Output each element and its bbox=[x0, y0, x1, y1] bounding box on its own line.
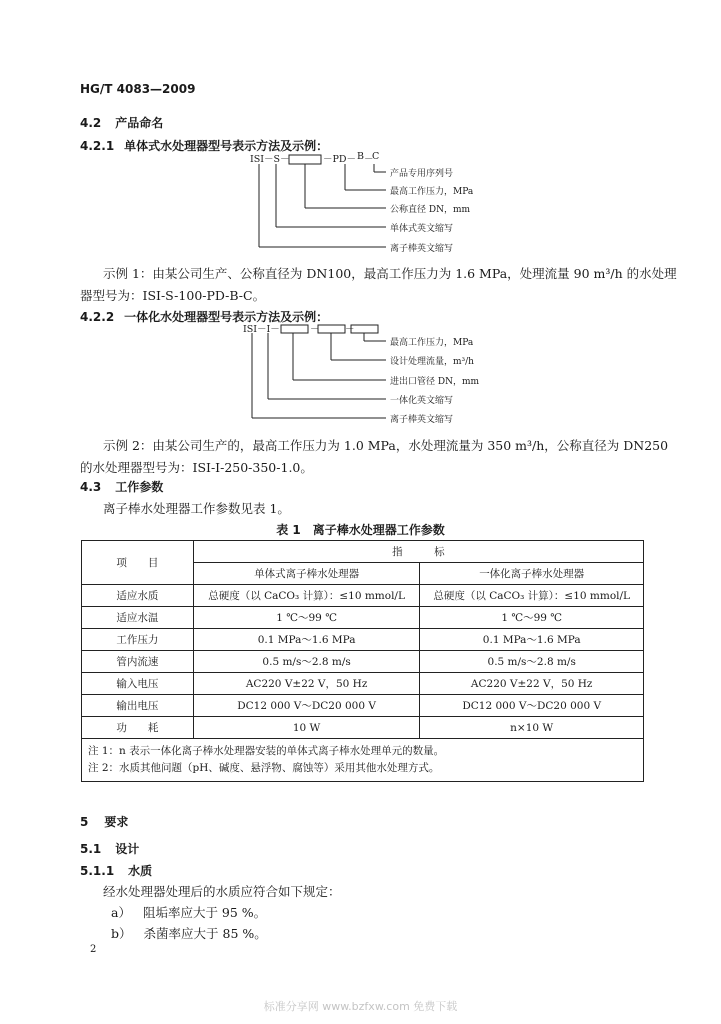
table-notes bbox=[82, 739, 644, 782]
section-title: 一体化水处理器型号表示方法及示例： bbox=[124, 310, 329, 324]
section-4-3-intro: 离子棒水处理器工作参数见表 1。 bbox=[103, 501, 290, 516]
diagram-label: 离子棒英文缩写 bbox=[390, 244, 454, 254]
table-row bbox=[82, 607, 644, 629]
row-single: DC12 000 V～DC20 000 V bbox=[193, 695, 420, 717]
row-integrated: 0.1 MPa～1.6 MPa bbox=[420, 629, 644, 651]
model-code-mid: －PD－ bbox=[323, 154, 357, 165]
table-row bbox=[82, 673, 644, 695]
example-2-line-2: 的水处理器型号为：ISI-I-250-350-1.0。 bbox=[80, 460, 313, 475]
list-label: b） bbox=[111, 926, 132, 941]
row-item: 输出电压 bbox=[82, 695, 194, 717]
row-single: 10 W bbox=[193, 717, 420, 739]
example-1-line-2: 器型号为：ISI-S-100-PD-B-C。 bbox=[80, 288, 266, 303]
example-1-line-1: 示例 1：由某公司生产、公称直径为 DN100，最高工作压力为 1.6 MPa，处理流量 90 m³/h 的水处理 bbox=[103, 266, 677, 281]
row-single: 0.5 m/s～2.8 m/s bbox=[193, 651, 420, 673]
section-title: 工作参数 bbox=[115, 480, 164, 494]
list-item-b bbox=[111, 924, 267, 942]
section-title: 单体式水处理器型号表示方法及示例： bbox=[124, 139, 329, 153]
diagram-label: 产品专用序列号 bbox=[390, 169, 454, 179]
section-number: 5.1.1 bbox=[80, 864, 115, 878]
model-code-c: C bbox=[372, 151, 380, 162]
row-single: 总硬度（以 CaCO₃ 计算）：≤10 mmol/L bbox=[193, 585, 420, 607]
diagram-label: 最高工作压力，MPa bbox=[390, 338, 474, 348]
diagram-label: 最高工作压力，MPa bbox=[390, 187, 474, 197]
table-row bbox=[82, 695, 644, 717]
row-integrated: 1 ℃～99 ℃ bbox=[420, 607, 644, 629]
section-title: 设计 bbox=[115, 842, 140, 856]
row-integrated: n×10 W bbox=[420, 717, 644, 739]
list-text: 阻垢率应大于 95 %。 bbox=[142, 905, 267, 920]
standard-number: HG/T 4083—2009 bbox=[80, 82, 196, 96]
example-2-line-1: 示例 2：由某公司生产的，最高工作压力为 1.0 MPa，水处理流量为 350 m³/h，公称直径为 DN250 bbox=[103, 438, 669, 453]
section-5-1-1-intro: 经水处理器处理后的水质应符合如下规定： bbox=[103, 884, 341, 899]
row-single: 1 ℃～99 ℃ bbox=[193, 607, 420, 629]
section-title: 产品命名 bbox=[115, 116, 164, 130]
list-text: 杀菌率应大于 85 %。 bbox=[143, 926, 267, 941]
section-5-heading bbox=[80, 813, 128, 830]
row-single: 0.1 MPa～1.6 MPa bbox=[193, 629, 420, 651]
section-title: 水质 bbox=[128, 864, 153, 878]
diagram-label: 离子棒英文缩写 bbox=[390, 415, 454, 425]
row-item: 工作压力 bbox=[82, 629, 194, 651]
model-code-dash: － bbox=[364, 154, 374, 165]
row-item: 输入电压 bbox=[82, 673, 194, 695]
row-single: AC220 V±22 V，50 Hz bbox=[193, 673, 420, 695]
diagram-label: 设计处理流量，m³/h bbox=[390, 357, 474, 367]
table-caption: 表 1 离子棒水处理器工作参数 bbox=[276, 523, 445, 537]
section-number: 5 bbox=[80, 815, 89, 829]
model-code-dash: － bbox=[310, 324, 320, 335]
section-number: 4.2.2 bbox=[80, 310, 115, 324]
model-code-b: B bbox=[357, 151, 364, 162]
row-item: 适应水温 bbox=[82, 607, 194, 629]
row-integrated: 0.5 m/s～2.8 m/s bbox=[420, 651, 644, 673]
section-5-1-1-heading bbox=[80, 862, 152, 879]
section-number: 5.1 bbox=[80, 842, 102, 856]
page-number: 2 bbox=[90, 944, 97, 955]
table-row bbox=[82, 585, 644, 607]
table-row bbox=[82, 629, 644, 651]
table-header-row bbox=[82, 541, 644, 563]
diagram-label: 公称直径 DN，mm bbox=[390, 205, 471, 215]
table-row bbox=[82, 717, 644, 739]
row-integrated: DC12 000 V～DC20 000 V bbox=[420, 695, 644, 717]
row-item: 管内流速 bbox=[82, 651, 194, 673]
row-item: 适应水质 bbox=[82, 585, 194, 607]
table-note-2: 注 2：水质其他问题（pH、碱度、悬浮物、腐蚀等）采用其他水处理方式。 bbox=[88, 762, 440, 774]
table-note-1: 注 1：n 表示一体化离子棒水处理器安装的单体式离子棒水处理单元的数量。 bbox=[88, 745, 445, 757]
section-number: 4.2.1 bbox=[80, 139, 115, 153]
diagram-label: 单体式英文缩写 bbox=[390, 224, 454, 234]
table-row bbox=[82, 651, 644, 673]
header-index: 指 标 bbox=[193, 541, 643, 563]
row-integrated: AC220 V±22 V，50 Hz bbox=[420, 673, 644, 695]
diagram-label: 一体化英文缩写 bbox=[390, 396, 454, 406]
header-integrated: 一体化离子棒水处理器 bbox=[420, 563, 644, 585]
section-5-1-heading bbox=[80, 840, 139, 857]
section-number: 4.2 bbox=[80, 116, 102, 130]
row-integrated: 总硬度（以 CaCO₃ 计算）：≤10 mmol/L bbox=[420, 585, 644, 607]
section-title: 要求 bbox=[104, 815, 129, 829]
table-notes-row bbox=[82, 739, 644, 782]
header-item: 项 目 bbox=[82, 541, 194, 585]
diagram-label: 进出口管径 DN，mm bbox=[390, 377, 480, 387]
watermark: 标准分享网 www.bzfxw.com 免费下载 bbox=[263, 1000, 458, 1013]
model-code-prefix: ISI－I－ bbox=[243, 324, 280, 335]
list-label: a） bbox=[111, 905, 131, 920]
list-item-a bbox=[111, 903, 266, 921]
parameters-table bbox=[81, 540, 644, 782]
model-code-prefix: ISI－S－ bbox=[250, 154, 290, 165]
section-number: 4.3 bbox=[80, 480, 102, 494]
header-single: 单体式离子棒水处理器 bbox=[193, 563, 420, 585]
row-item: 功 耗 bbox=[82, 717, 194, 739]
section-4-3-heading bbox=[80, 478, 163, 495]
model-code-dash: － bbox=[345, 324, 355, 335]
